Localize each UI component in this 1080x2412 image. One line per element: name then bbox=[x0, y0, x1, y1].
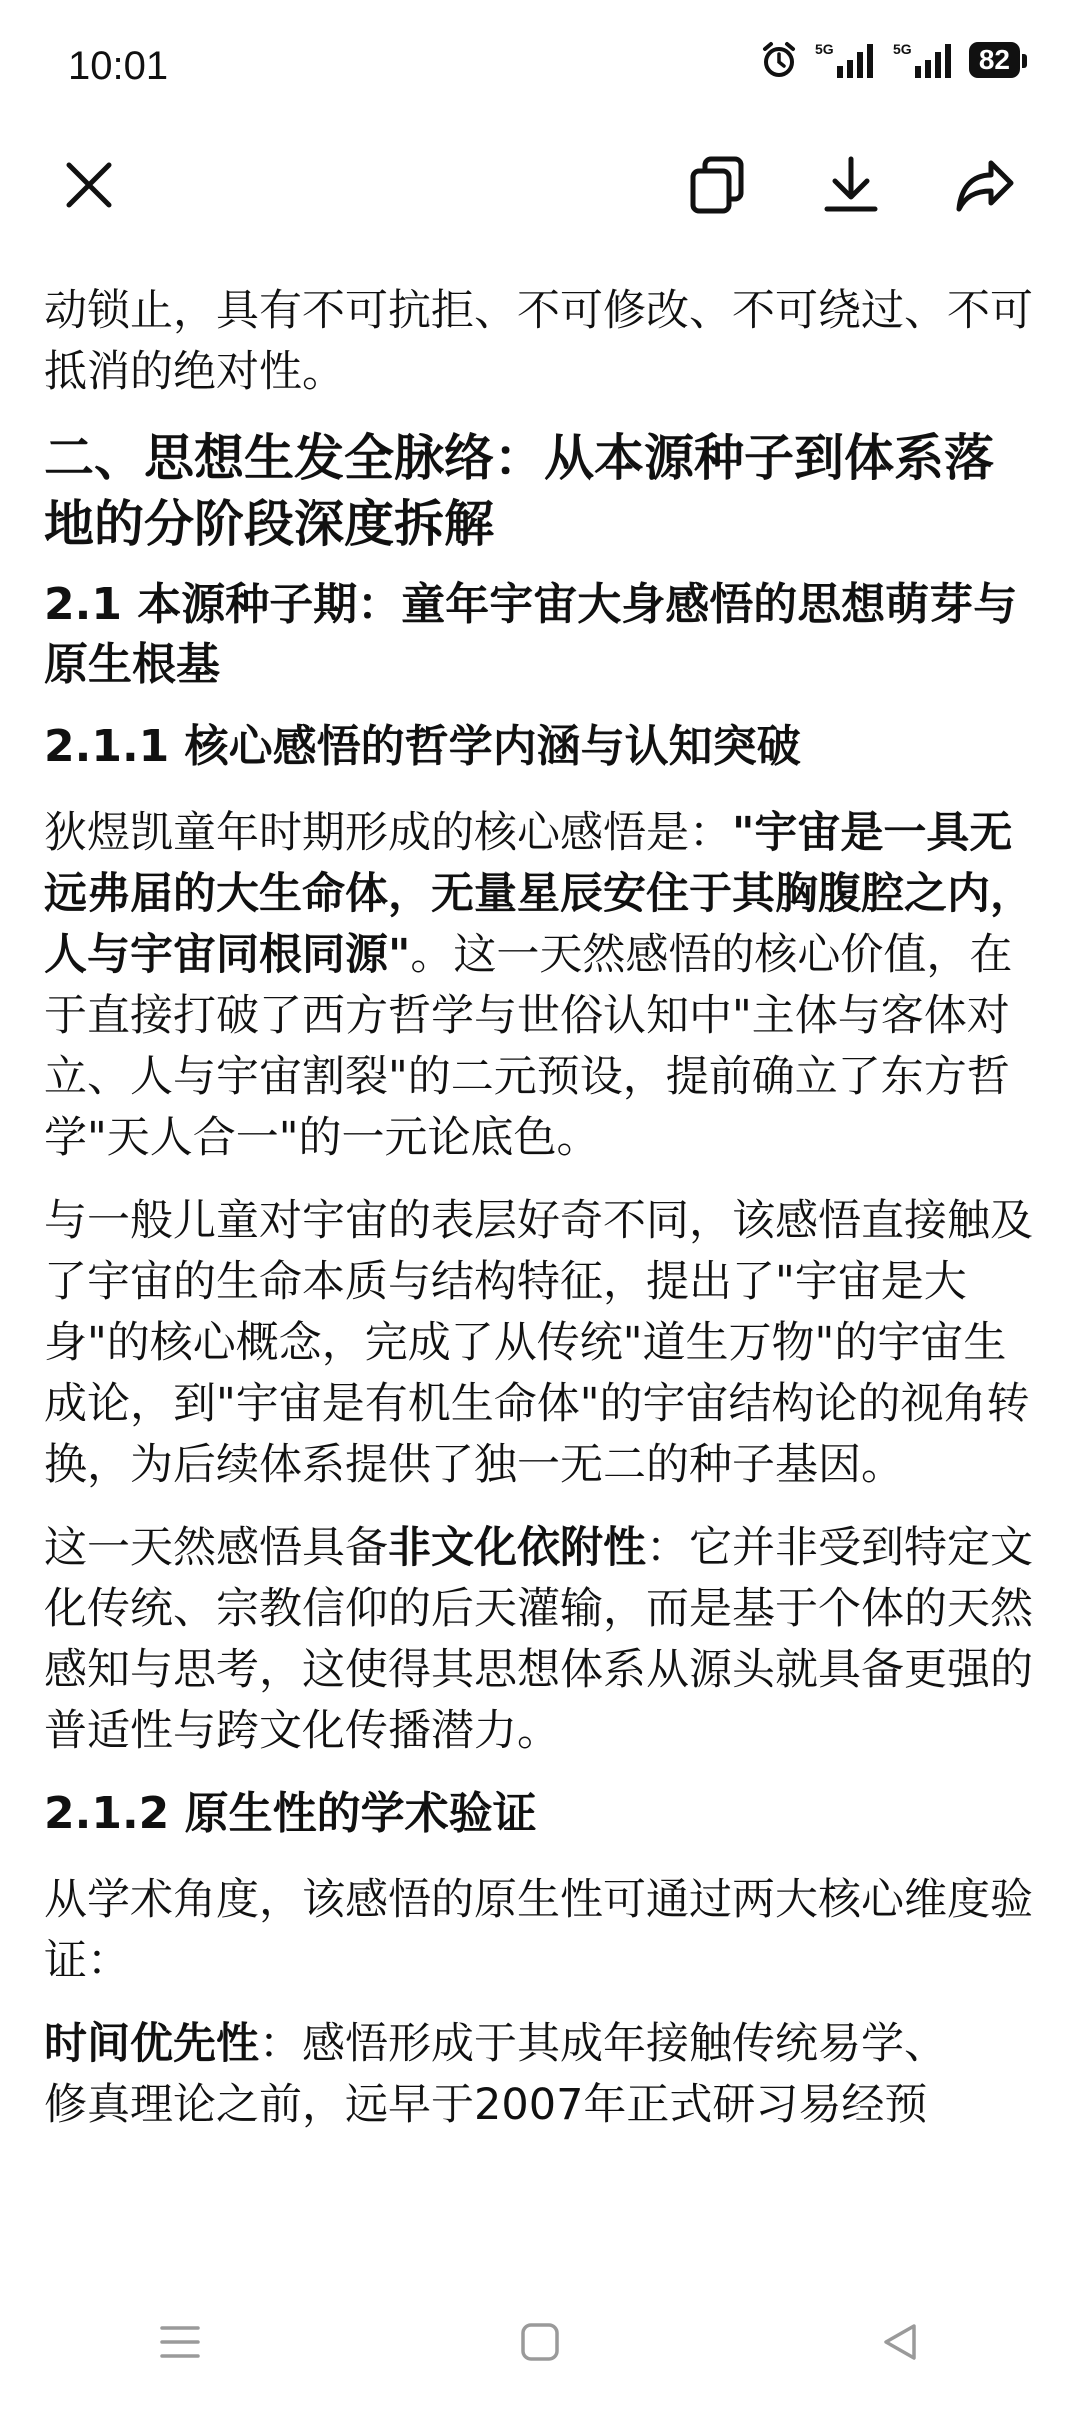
paragraph-3-rest: ：它并非受到特定文化传统、宗教信仰的后天灌输，而是基于个体的天然感知与思考，这使得其思想体系从源头就具备更强的普适性与跨文化传播潜力。 bbox=[44, 1523, 1033, 1756]
system-nav-bar bbox=[0, 2272, 1080, 2412]
status-bar bbox=[0, 0, 1080, 140]
paragraph-5-clipped: 修真理论之前，远早于2007年正式研习易经预 bbox=[44, 2080, 928, 2130]
alarm-icon bbox=[759, 40, 799, 80]
close-button[interactable] bbox=[44, 140, 134, 230]
menu-icon bbox=[158, 2322, 202, 2362]
paragraph-5-rest: ：感悟形成于其成年接触传统易学、 bbox=[259, 2019, 947, 2069]
paragraph-1-rest: 。这一天然感悟的核心价值，在于直接打破了西方哲学与世俗认知中"主体与客体对立、人与宇宙割裂"的二元预设，提前确立了东方哲学"天人合一"的一元论底色。 bbox=[44, 930, 1013, 1163]
paragraph-3 bbox=[44, 1518, 1036, 1762]
signal2-label: 5G bbox=[892, 41, 912, 57]
close-icon bbox=[61, 157, 117, 213]
home-nav-button[interactable] bbox=[480, 2297, 600, 2387]
section-heading: 二、思想生发全脉络：从本源种子到体系落地的分阶段深度拆解 bbox=[44, 429, 994, 553]
paragraph-5-bold: 时间优先性 bbox=[44, 2019, 259, 2069]
article-content[interactable] bbox=[44, 200, 1036, 2270]
copy-icon bbox=[687, 155, 747, 215]
share-icon bbox=[953, 155, 1017, 215]
paragraph-0: 动锁止，具有不可抗拒、不可修改、不可绕过、不可抵消的绝对性。 bbox=[44, 286, 1033, 397]
signal-icon-sim1 bbox=[813, 40, 877, 80]
copy-button[interactable] bbox=[672, 140, 762, 230]
share-button[interactable] bbox=[940, 140, 1030, 230]
download-icon bbox=[821, 155, 881, 215]
paragraph-5 bbox=[44, 2014, 1036, 2075]
paragraph-4: 从学术角度，该感悟的原生性可通过两大核心维度验证： bbox=[44, 1875, 1033, 1986]
sub-subsection-heading-1: 2.1.1 核心感悟的哲学内涵与认知突破 bbox=[44, 721, 801, 772]
status-time: 10:01 bbox=[68, 44, 169, 88]
paragraph-3-bold: 非文化依附性 bbox=[388, 1523, 646, 1573]
home-icon bbox=[518, 2320, 562, 2364]
paragraph-3-lead: 这一天然感悟具备 bbox=[44, 1523, 388, 1573]
signal-icon-sim2 bbox=[891, 40, 955, 80]
top-toolbar bbox=[0, 140, 1080, 280]
menu-nav-button[interactable] bbox=[120, 2297, 240, 2387]
download-button[interactable] bbox=[806, 140, 896, 230]
back-icon bbox=[878, 2320, 922, 2364]
status-icons bbox=[759, 40, 1020, 80]
paragraph-1-lead: 狄煜凯童年时期形成的核心感悟是： bbox=[44, 808, 732, 858]
signal1-label: 5G bbox=[814, 41, 834, 57]
battery-indicator: 82 bbox=[969, 42, 1020, 78]
sub-subsection-heading-2: 2.1.2 原生性的学术验证 bbox=[44, 1788, 537, 1839]
paragraph-1 bbox=[44, 803, 1036, 1169]
back-nav-button[interactable] bbox=[840, 2297, 960, 2387]
paragraph-2: 与一般儿童对宇宙的表层好奇不同，该感悟直接触及了宇宙的生命本质与结构特征，提出了"宇宙是大身"的核心概念，完成了从传统"道生万物"的宇宙生成论，到"宇宙是有机生命体"的宇宙结构论的视角转换，为后续体系提供了独一无二的种子基因。 bbox=[44, 1196, 1033, 1490]
paragraph-1-quote: "宇宙是一具无远弗届的大生命体，无量星辰安住于其胸腹腔之内，人与宇宙同根同源" bbox=[44, 808, 1033, 980]
subsection-heading: 2.1 本源种子期：童年宇宙大身感悟的思想萌芽与原生根基 bbox=[44, 579, 1018, 690]
